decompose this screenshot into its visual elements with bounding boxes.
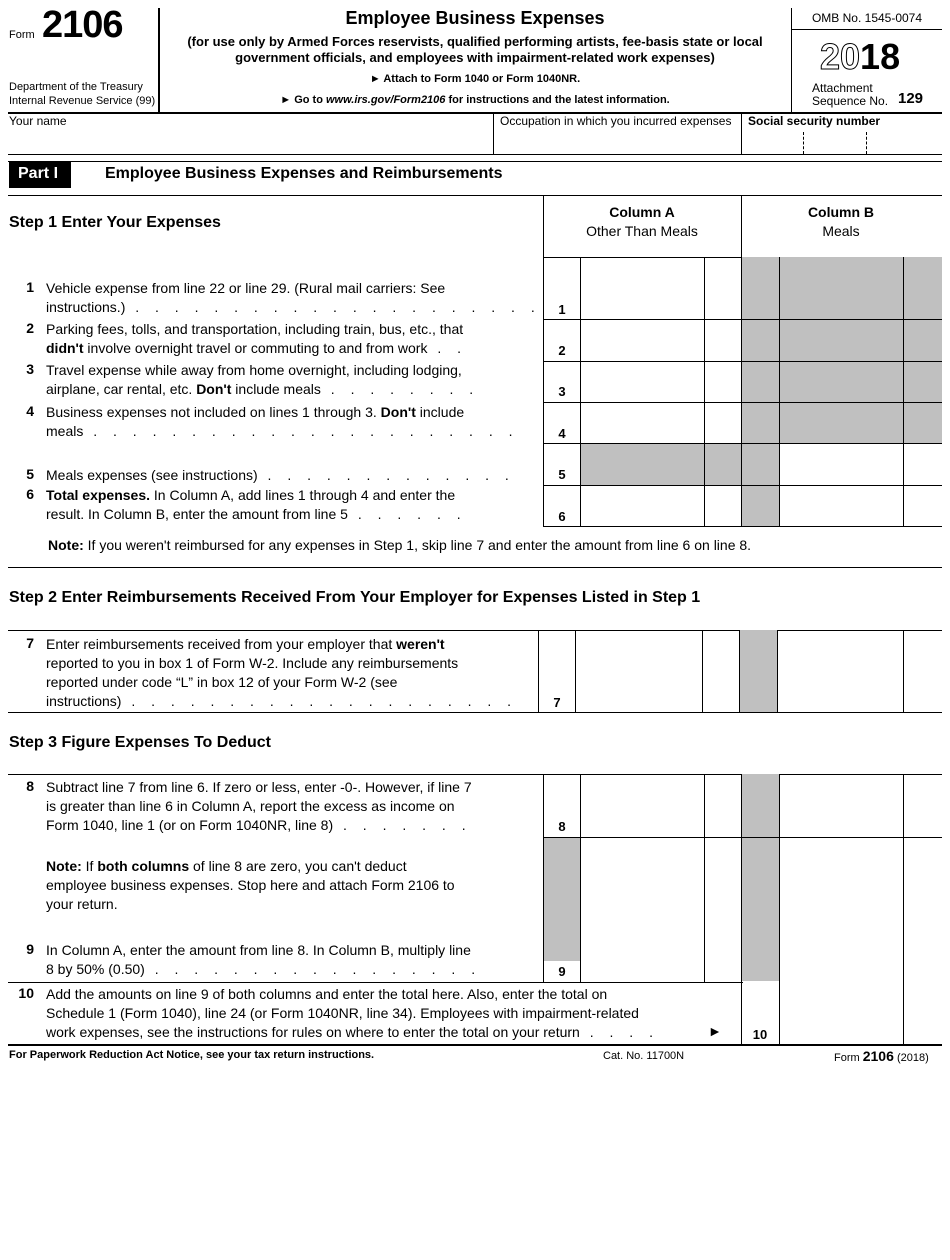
line-4-text1 [46,403,464,422]
line-8-t3-content: Form 1040, line 1 (or on Form 1040NR, line 8) [46,817,334,833]
note8-t1 [46,857,407,876]
column-b-subtitle: Meals [822,223,860,239]
line-2-text1: Parking fees, tolls, and transportation, including train, bus, etc., that [46,321,464,337]
column-a-title: Column A [609,204,675,220]
goto-line [160,94,790,106]
line-3-text2-content: airplane, car rental, etc. [46,381,197,397]
form-header [0,0,950,112]
column-b-title: Column B [807,204,875,220]
line3-col-a-input[interactable] [581,362,741,401]
note8-bold2: both columns [97,858,190,874]
line-9-t1: In Column A, enter the amount from line 8. In Column B, multiply line [46,942,471,958]
footer-form-year: (2018) [893,1052,929,1064]
line-5-text1: Meals expenses (see instructions) . . . . . . . . . . . . . [46,467,515,483]
line-7-t3: reported under code “L” in box 12 of your Form W-2 (see [46,674,398,690]
box-number-5: 5 [558,467,566,482]
box-number-9: 9 [558,964,566,979]
line-6-text2: result. In Column B, enter the amount from line 5 . . . . . . [46,506,467,522]
box-number-3: 3 [558,384,566,399]
line-2-bold: didn't [46,340,84,356]
line-4-bold: Don't [380,404,416,420]
step2-grid [538,630,942,712]
line-number-2: 2 [26,320,34,336]
line7-col-b-input[interactable] [778,631,942,711]
line-number-8: 8 [26,778,34,794]
line-8-t2: is greater than line 6 in Column A, report the excess as income on [46,798,455,814]
line-10-t3-content: work expenses, see the instructions for rules on where to enter the total on your return [46,1024,580,1040]
line-7-t1-content: Enter reimbursements received from your employer that [46,636,397,652]
sequence-number: 129 [898,90,924,107]
line-10-t2: Schedule 1 (Form 1040), line 24 (or Form 1040NR, line 34). Employees with impairment-related [46,1005,639,1021]
box-number-10: 10 [752,1027,768,1042]
line-2-text2: didn't involve overnight travel or commuting to and from work . . [46,340,468,356]
box-number-1: 1 [558,302,566,317]
line-number-9: 9 [26,941,34,957]
your-name-field[interactable] [8,128,492,152]
footer-form-id [834,1048,929,1064]
goto-prefix: ► Go to [280,94,326,106]
step2-title: Step 2 Enter Reimbursements Received From Your Employer for Expenses Listed in Step 1 [9,589,701,606]
line10-total-input[interactable] [780,983,942,1043]
line-1-text2-content: instructions.) [46,299,126,315]
box-number-6: 6 [558,509,566,524]
paperwork-notice: For Paperwork Reduction Act Notice, see your tax return instructions. [9,1049,375,1061]
box-number-4: 4 [558,426,566,441]
dept-line1: Department of the Treasury [9,81,143,93]
part-title: Employee Business Expenses and Reimbursements [105,165,503,182]
box-number-2: 2 [558,343,566,358]
line-number-4: 4 [26,403,34,419]
ssn-field[interactable] [742,128,942,152]
line-10-t3: work expenses, see the instructions for rules on where to enter the total on your return . . . . [46,1024,659,1040]
line-4-text2-content: meals [46,423,84,439]
line-6-text2-content: result. In Column B, enter the amount from line 5 [46,506,348,522]
step1-note-bold: Note: [48,537,84,553]
occupation-label: Occupation in which you incurred expenses [500,114,732,128]
line-2-text2-content: involve overnight travel or commuting to and from work [83,340,428,356]
line10-box [741,982,942,1044]
line-4-text1-end: include [415,404,465,420]
line-4-text1-content: Business expenses not included on lines 1 through 3. [46,404,381,420]
line6-col-a-input[interactable] [581,486,741,526]
footer-form-number: 2106 [862,1048,894,1064]
line-number-3: 3 [26,361,34,377]
line-7-bold: weren't [396,636,445,652]
line-3-text2: airplane, car rental, etc. Don't include meals . . . . . . . . [46,381,480,397]
note8-t1-content: If [81,858,98,874]
footer-form-label: Form [834,1052,863,1064]
line5-col-b-input[interactable] [780,444,942,484]
subtitle-line2: government officials, and employees with impairment-related work expenses) [235,50,715,65]
line7-col-a-input[interactable] [576,631,739,711]
line1-col-a-input[interactable] [581,258,741,318]
line-10-arrow: ► [708,1023,722,1039]
note8-t3: employee business expenses. Stop here and attach Form 2106 to [46,877,455,893]
line-3-bold: Don't [196,381,232,397]
line-4-text2: meals . . . . . . . . . . . . . . . . . . . . . . [46,423,519,439]
omb-number: OMB No. 1545-0074 [811,11,923,25]
tax-year [820,36,900,78]
line8-col-b-input[interactable] [780,775,942,836]
line-9-t2-content: 8 by 50% (0.50) [46,961,145,977]
dept-line2: Internal Revenue Service (99) [9,95,156,107]
line-number-7: 7 [26,635,34,651]
line-8-t1: Subtract line 7 from line 6. If zero or less, enter -0-. However, if line 7 [46,779,472,795]
ssn-label: Social security number [748,114,881,128]
step1-note-text: If you weren't reimbursed for any expenses in Step 1, skip line 7 and enter the amount from line 6 on line 8. [83,537,752,553]
line9-col-a-input[interactable] [581,838,741,981]
note8-bold1: Note: [46,858,82,874]
attachment-label1: Attachment [812,81,873,95]
form-title: Employee Business Expenses [345,8,605,28]
line-number-10: 10 [18,985,34,1001]
line9-col-b-input[interactable] [780,838,942,983]
line6-col-b-input[interactable] [780,486,942,526]
subtitle-line1: (for use only by Armed Forces reservists, qualified performing artists, fee-basis state or local [187,34,763,49]
line-10-t1: Add the amounts on line 9 of both columns and enter the total here. Also, enter the total on [46,986,608,1002]
line-3-text2-end: include meals [231,381,321,397]
line-number-1: 1 [26,279,34,295]
attach-line: ► Attach to Form 1040 or Form 1040NR. [369,73,581,85]
line-7-t1 [46,635,445,654]
part-label: Part I [9,162,71,188]
line8-col-a-input[interactable] [581,775,741,836]
step3-title: Step 3 Figure Expenses To Deduct [9,734,271,751]
line-number-5: 5 [26,466,34,482]
form-number: 2106 [42,4,123,46]
goto-suffix: for instructions and the latest information. [445,94,670,106]
catalog-number: Cat. No. 11700N [603,1050,685,1062]
line-8-t3: Form 1040, line 1 (or on Form 1040NR, line 8) . . . . . . . [46,817,472,833]
step1-note [48,536,751,555]
line-5-text1-content: Meals expenses (see instructions) [46,467,258,483]
line-1-text2: instructions.) . . . . . . . . . . . . . . . . . . . . . [46,299,541,315]
step1-grid [543,257,942,527]
line-3-text1: Travel expense while away from home overnight, including lodging, [46,362,462,378]
line-6-text1-content: In Column A, add lines 1 through 4 and enter the [150,487,456,503]
line2-col-a-input[interactable] [581,320,741,360]
note8-t4: your return. [46,896,118,912]
box-number-8: 8 [558,819,566,834]
step3-grid [543,774,942,984]
line-number-6: 6 [26,486,34,502]
line-6-bold: Total expenses. [46,487,151,503]
line4-col-a-input[interactable] [581,403,741,442]
year-bold: 18 [860,36,901,77]
column-a-subtitle: Other Than Meals [586,223,698,239]
note8-t2-content: of line 8 are zero, you can't deduct [189,858,407,874]
goto-url[interactable]: www.irs.gov/Form2106 [326,94,446,106]
box-number-7: 7 [553,695,561,710]
attachment-label2: Sequence No. [812,94,889,108]
your-name-label: Your name [9,114,67,128]
line-6-text1 [46,486,455,505]
line-9-t2: 8 by 50% (0.50) . . . . . . . . . . . . . . . . . [46,961,482,977]
line-7-t2: reported to you in box 1 of Form W-2. Include any reimbursements [46,655,459,671]
line-7-t4-content: instructions) [46,693,122,709]
year-outline: 20 [820,36,861,77]
occupation-field[interactable] [494,128,740,152]
line-1-text1: Vehicle expense from line 22 or line 29. (Rural mail carriers: See [46,280,446,296]
step1-title: Step 1 Enter Your Expenses [9,214,221,231]
form-label: Form [9,29,35,41]
line-7-t4: instructions) . . . . . . . . . . . . . . . . . . . . [46,693,518,709]
